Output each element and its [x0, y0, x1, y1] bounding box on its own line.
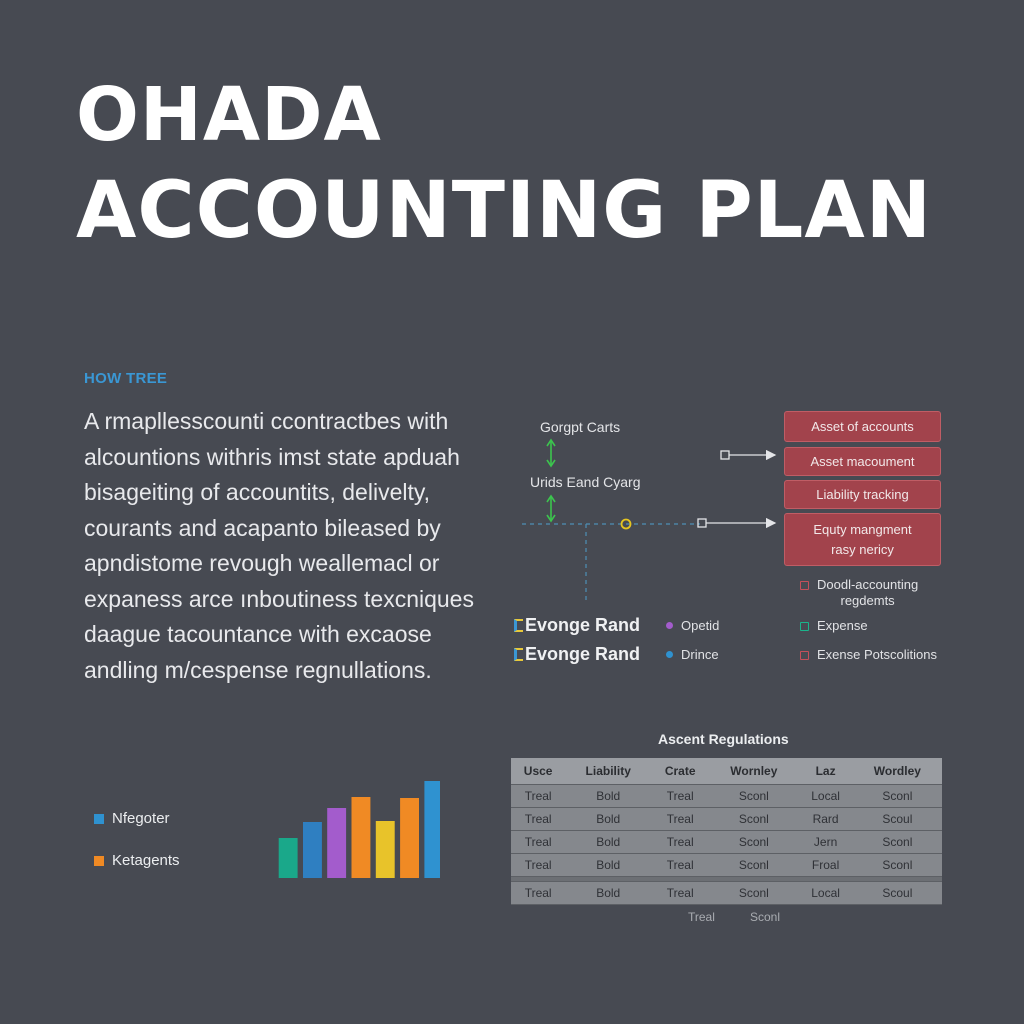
table-cell: Sconl	[853, 854, 942, 877]
connector-node-icon	[721, 451, 729, 459]
flow-label-mid: Urids Eand Cyarg	[530, 474, 641, 490]
table-cell: Sconl	[709, 854, 798, 877]
legend-label: Opetid	[681, 618, 720, 633]
table-cell: Treal	[651, 785, 709, 808]
body-paragraph	[84, 404, 504, 688]
body-line: expaness arce ınboutiness texcniques	[84, 585, 474, 612]
legend-green-square-icon	[800, 622, 809, 631]
green-arrow-top-icon	[547, 440, 555, 466]
table-header-cell: Laz	[798, 758, 852, 785]
table-header-cell: Wordley	[853, 758, 942, 785]
table-cell: Scoul	[853, 808, 942, 831]
regulations-table	[511, 758, 942, 905]
box-asset-management: Asset macoument	[784, 447, 941, 476]
table-cell: Sconl	[709, 831, 798, 854]
bar-1	[303, 822, 322, 878]
legend-blue-dot-icon	[666, 651, 673, 658]
table-cell: Treal	[651, 854, 709, 877]
table-cell: Bold	[565, 882, 651, 905]
bar-0	[279, 838, 298, 878]
table-cell: Jern	[798, 831, 852, 854]
body-line: andling m/cespense regnullations.	[84, 656, 432, 683]
table-cell: Sconl	[853, 785, 942, 808]
body-line: bisageiting of accountits, delivelty,	[84, 479, 431, 505]
bar-4	[376, 821, 395, 878]
legend-drince	[666, 647, 719, 662]
table-cell: Bold	[565, 808, 651, 831]
table-cell: Bold	[565, 854, 651, 877]
legend-opetid	[666, 618, 719, 633]
brand-logo-icon	[514, 648, 523, 661]
bar-3	[352, 797, 371, 878]
page-title-line-1: OHADA	[76, 72, 382, 158]
bar-5	[400, 798, 419, 878]
table-row	[511, 808, 942, 831]
brand-row	[514, 644, 640, 665]
table-cell: Bold	[565, 831, 651, 854]
body-line: apndistome revough weallemacl or	[84, 550, 440, 576]
bar-legend-blue-square-icon	[94, 814, 104, 824]
bar-6	[424, 781, 440, 878]
table-header-cell: Crate	[651, 758, 709, 785]
section-label: HOW TREE	[84, 370, 168, 387]
bar-legend-label: Ketagents	[112, 852, 180, 869]
table-header-cell: Wornley	[709, 758, 798, 785]
table-cell: Bold	[565, 785, 651, 808]
table-cell: Sconl	[709, 785, 798, 808]
legend-expense	[800, 618, 868, 633]
table-row	[511, 854, 942, 877]
table-cell: Treal	[511, 808, 565, 831]
bar-legend-label: Nfegoter	[112, 810, 170, 827]
table-cell: Sconl	[709, 882, 798, 905]
box-asset-of-accounts: Asset of accounts	[784, 411, 941, 442]
bar-legend-item	[94, 852, 180, 869]
brand-row	[514, 615, 640, 636]
table-cell: Treal	[511, 854, 565, 877]
table-cell: Treal	[651, 808, 709, 831]
table-row	[511, 882, 942, 905]
flow-label-top: Gorgpt Carts	[540, 419, 621, 435]
table-footer-text: Treal	[688, 910, 715, 924]
table-cell: Sconl	[709, 808, 798, 831]
legend-red-square-icon	[800, 581, 809, 590]
yellow-node-icon	[622, 520, 631, 529]
legend-exense-pots	[800, 647, 937, 662]
legend-label: Doodl-accounting regdemts	[817, 577, 919, 608]
brand-name: Evonge Rand	[525, 615, 641, 635]
page-title-line-2: ACCOUNTING PLAN	[76, 166, 932, 256]
bar-chart	[270, 770, 440, 880]
body-line: alcountions withris imst state apduah	[84, 443, 460, 470]
legend-label: Expense	[817, 618, 868, 633]
legend-doodl-accounting	[800, 577, 918, 609]
table-cell: Local	[798, 882, 852, 905]
table-cell: Treal	[511, 785, 565, 808]
brand-name: Evonge Rand	[525, 644, 641, 664]
legend-red-square-icon	[800, 651, 809, 660]
bar-2	[327, 808, 346, 878]
legend-label: Drince	[681, 647, 719, 662]
table-cell: Treal	[651, 831, 709, 854]
legend-label: Exense Potscolitions	[817, 647, 937, 662]
table-header-cell: Liability	[565, 758, 651, 785]
table-header-cell: Usce	[511, 758, 565, 785]
table-cell: Scoul	[853, 882, 942, 905]
connector-node-icon	[698, 519, 706, 527]
body-line: A rmaplless​counti ccontractbes with	[84, 408, 449, 434]
table-cell: Treal	[511, 831, 565, 854]
bar-legend-orange-square-icon	[94, 856, 104, 866]
table-header-row	[511, 758, 942, 785]
table-cell: Treal	[511, 882, 565, 905]
legend-purple-dot-icon	[666, 622, 673, 629]
body-line: daague tacountance with excaose	[84, 621, 432, 647]
table-footer-text: Sconl	[750, 910, 781, 924]
body-line: courants and acapanto bileased by	[84, 514, 441, 541]
table-cell: Treal	[651, 882, 709, 905]
table-cell: Rard	[798, 808, 852, 831]
green-arrow-bottom-icon	[547, 496, 555, 521]
table-cell: Local	[798, 785, 852, 808]
table-cell: Sconl	[853, 831, 942, 854]
box-liability-tracking: Liability tracking	[784, 480, 941, 509]
table-title: Ascent Regulations	[658, 731, 789, 747]
table-row	[511, 831, 942, 854]
box-equity-management: Equty mangment rasy nericy	[784, 513, 941, 566]
table-cell: Froal	[798, 854, 852, 877]
bar-legend-item	[94, 810, 170, 827]
brand-logo-icon	[514, 619, 523, 632]
table-row	[511, 785, 942, 808]
